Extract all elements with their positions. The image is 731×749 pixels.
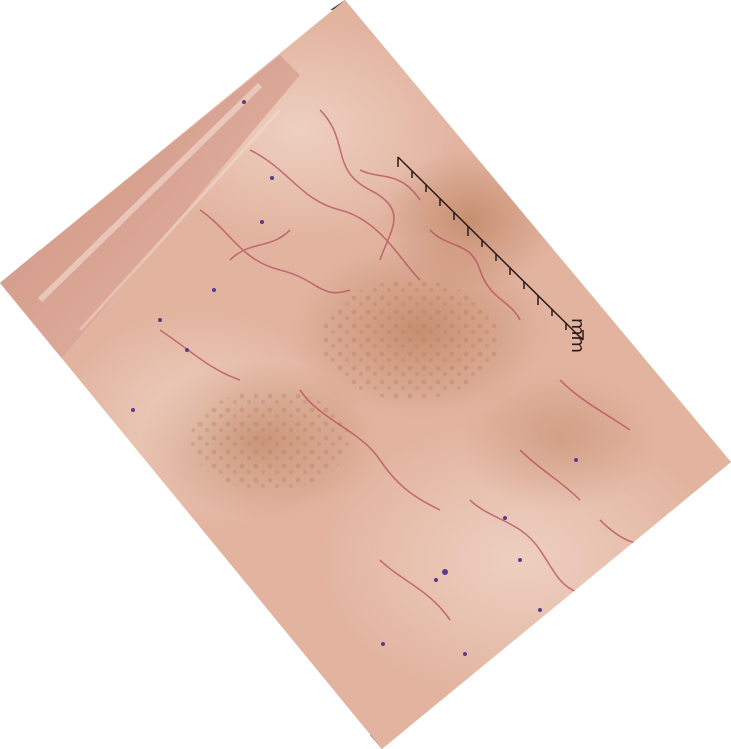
globule-texture	[190, 390, 350, 490]
pigment-network	[380, 150, 560, 290]
scale-unit-label: mm	[567, 318, 588, 354]
pigment-network	[460, 370, 660, 510]
globule-texture	[320, 280, 500, 400]
